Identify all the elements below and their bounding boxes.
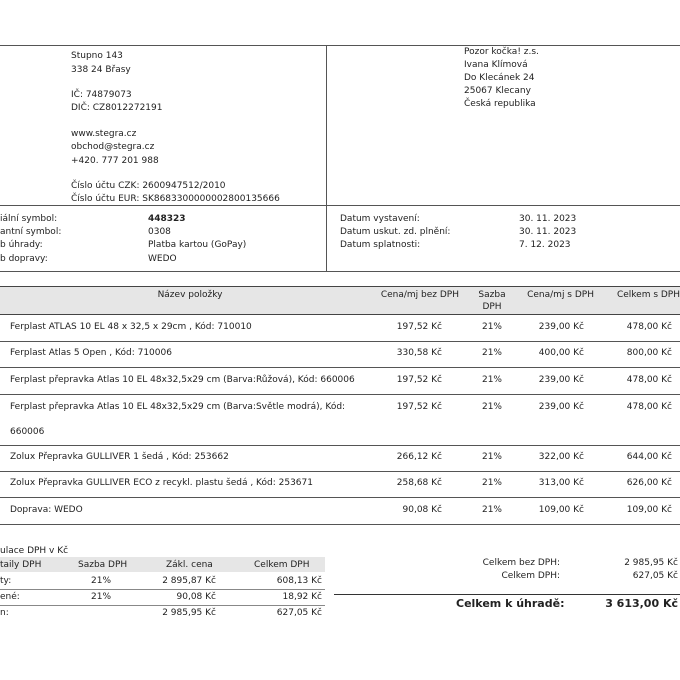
item-name: Ferplast přepravka Atlas 10 EL 48x32,5x29 cm (Barva:Růžová), Kód: 660006 bbox=[10, 375, 355, 385]
vat-cell: 90,08 Kč bbox=[176, 592, 216, 602]
item-total: 478,00 Kč bbox=[626, 322, 672, 332]
vat-cell: 18,92 Kč bbox=[282, 592, 322, 602]
vat-cell: 627,05 Kč bbox=[276, 608, 322, 618]
date-label: Datum vystavení: bbox=[340, 214, 420, 224]
item-total: 478,00 Kč bbox=[626, 375, 672, 385]
vat-header: Celkem DPH bbox=[254, 560, 310, 570]
header-vat-rate-2: DPH bbox=[482, 302, 502, 312]
header-unit-excl: Cena/mj bez DPH bbox=[380, 290, 459, 300]
vat-cell: ené: bbox=[0, 592, 20, 602]
payment-label: b úhrady: bbox=[0, 240, 43, 250]
item-unit-excl: 330,58 Kč bbox=[396, 348, 442, 358]
total-excl-value: 2 985,95 Kč bbox=[624, 558, 678, 568]
row-divider bbox=[0, 497, 680, 498]
row-divider bbox=[0, 341, 680, 342]
customer-name: Ivana Klímová bbox=[464, 60, 528, 70]
item-vat: 21% bbox=[481, 322, 502, 332]
item-total: 626,00 Kč bbox=[626, 478, 672, 488]
supplier-account-eur: Číslo účtu EUR: SK8683300000002800135666 bbox=[71, 194, 280, 204]
constant-symbol-value: 0308 bbox=[148, 227, 171, 237]
item-total: 800,00 Kč bbox=[626, 348, 672, 358]
shipping-method-value: WEDO bbox=[148, 254, 177, 264]
customer-country: Česká republika bbox=[464, 99, 536, 109]
item-total: 478,00 Kč bbox=[626, 402, 672, 412]
payment-label: iální symbol: bbox=[0, 214, 58, 224]
vat-row-divider bbox=[0, 605, 325, 606]
vat-header: taily DPH bbox=[0, 560, 42, 570]
item-unit-incl: 239,00 Kč bbox=[538, 375, 584, 385]
row-divider bbox=[0, 471, 680, 472]
payment-method-value: Platba kartou (GoPay) bbox=[148, 240, 247, 250]
vat-cell: ty: bbox=[0, 576, 12, 586]
item-vat: 21% bbox=[481, 375, 502, 385]
row-divider bbox=[0, 524, 680, 525]
payment-label: antní symbol: bbox=[0, 227, 62, 237]
supplier-email: obchod@stegra.cz bbox=[71, 142, 155, 152]
vat-cell: 2 985,95 Kč bbox=[162, 608, 216, 618]
item-total: 109,00 Kč bbox=[626, 505, 672, 515]
customer-city: 25067 Klecany bbox=[464, 86, 531, 96]
row-divider bbox=[0, 394, 680, 395]
item-unit-incl: 239,00 Kč bbox=[538, 322, 584, 332]
item-name: Zolux Přepravka GULLIVER 1 šedá , Kód: 253662 bbox=[10, 452, 229, 462]
item-unit-incl: 239,00 Kč bbox=[538, 402, 584, 412]
tax-date-value: 30. 11. 2023 bbox=[519, 227, 577, 237]
item-vat: 21% bbox=[481, 505, 502, 515]
date-label: Datum uskut. zd. plnění: bbox=[340, 227, 451, 237]
supplier-dic: DIČ: CZ8012272191 bbox=[71, 103, 163, 113]
header-name: Název položky bbox=[157, 290, 223, 300]
item-name-continued: 660006 bbox=[10, 427, 45, 437]
supplier-account-czk: Číslo účtu CZK: 2600947512/2010 bbox=[71, 181, 226, 191]
vat-cell: 21% bbox=[91, 576, 112, 586]
item-name: Ferplast přepravka Atlas 10 EL 48x32,5x29 cm (Barva:Světle modrá), Kód: bbox=[10, 402, 346, 412]
item-total: 644,00 Kč bbox=[626, 452, 672, 462]
item-unit-excl: 197,52 Kč bbox=[396, 375, 442, 385]
row-divider bbox=[0, 367, 680, 368]
supplier-city: 338 24 Břasy bbox=[71, 65, 131, 75]
header-bottom-border bbox=[0, 205, 680, 206]
item-unit-incl: 322,00 Kč bbox=[538, 452, 584, 462]
customer-street: Do Klecánek 24 bbox=[464, 73, 535, 83]
total-due-label: Celkem k úhradě: bbox=[456, 597, 565, 610]
customer-company: Pozor kočka! z.s. bbox=[464, 47, 539, 57]
supplier-ic: IČ: 74879073 bbox=[71, 90, 132, 100]
item-vat: 21% bbox=[481, 402, 502, 412]
vat-header: Sazba DPH bbox=[78, 560, 128, 570]
item-name: Zolux Přepravka GULLIVER ECO z recykl. plastu šedá , Kód: 253671 bbox=[10, 478, 313, 488]
supplier-street: Stupno 143 bbox=[71, 51, 123, 61]
item-unit-excl: 258,68 Kč bbox=[396, 478, 442, 488]
vat-cell: 21% bbox=[91, 592, 112, 602]
item-unit-excl: 90,08 Kč bbox=[402, 505, 442, 515]
header-unit-incl: Cena/mj s DPH bbox=[527, 290, 594, 300]
total-due-value: 3 613,00 Kč bbox=[605, 597, 678, 610]
item-unit-incl: 313,00 Kč bbox=[538, 478, 584, 488]
item-vat: 21% bbox=[481, 478, 502, 488]
supplier-web: www.stegra.cz bbox=[71, 129, 137, 139]
due-date-value: 7. 12. 2023 bbox=[519, 240, 571, 250]
item-unit-incl: 400,00 Kč bbox=[538, 348, 584, 358]
item-name: Ferplast ATLAS 10 EL 48 x 32,5 x 29cm , Kód: 710010 bbox=[10, 322, 252, 332]
item-vat: 21% bbox=[481, 348, 502, 358]
vat-cell: n: bbox=[0, 608, 9, 618]
issue-date-value: 30. 11. 2023 bbox=[519, 214, 577, 224]
info-divider bbox=[326, 205, 327, 271]
total-excl-label: Celkem bez DPH: bbox=[482, 558, 560, 568]
total-vat-label: Celkem DPH: bbox=[501, 571, 560, 581]
supplier-phone: +420. 777 201 988 bbox=[71, 156, 159, 166]
vat-row-divider bbox=[0, 589, 325, 590]
item-vat: 21% bbox=[481, 452, 502, 462]
totals-divider bbox=[334, 594, 680, 595]
header-top-border bbox=[0, 45, 680, 46]
variable-symbol-value: 448323 bbox=[148, 214, 186, 224]
item-unit-incl: 109,00 Kč bbox=[538, 505, 584, 515]
vat-header: Zákl. cena bbox=[166, 560, 213, 570]
info-bottom-border bbox=[0, 271, 680, 272]
payment-label: b dopravy: bbox=[0, 254, 48, 264]
item-unit-excl: 197,52 Kč bbox=[396, 402, 442, 412]
vat-summary-title: ulace DPH v Kč bbox=[0, 546, 69, 556]
vat-cell: 2 895,87 Kč bbox=[162, 576, 216, 586]
item-name: Doprava: WEDO bbox=[10, 505, 83, 515]
row-divider bbox=[0, 445, 680, 446]
header-vat-rate-1: Sazba bbox=[478, 290, 506, 300]
header-divider bbox=[326, 45, 327, 205]
header-total: Celkem s DPH bbox=[616, 290, 680, 300]
vat-cell: 608,13 Kč bbox=[276, 576, 322, 586]
total-vat-value: 627,05 Kč bbox=[632, 571, 678, 581]
date-label: Datum splatnosti: bbox=[340, 240, 421, 250]
item-unit-excl: 197,52 Kč bbox=[396, 322, 442, 332]
item-name: Ferplast Atlas 5 Open , Kód: 710006 bbox=[10, 348, 172, 358]
item-unit-excl: 266,12 Kč bbox=[396, 452, 442, 462]
